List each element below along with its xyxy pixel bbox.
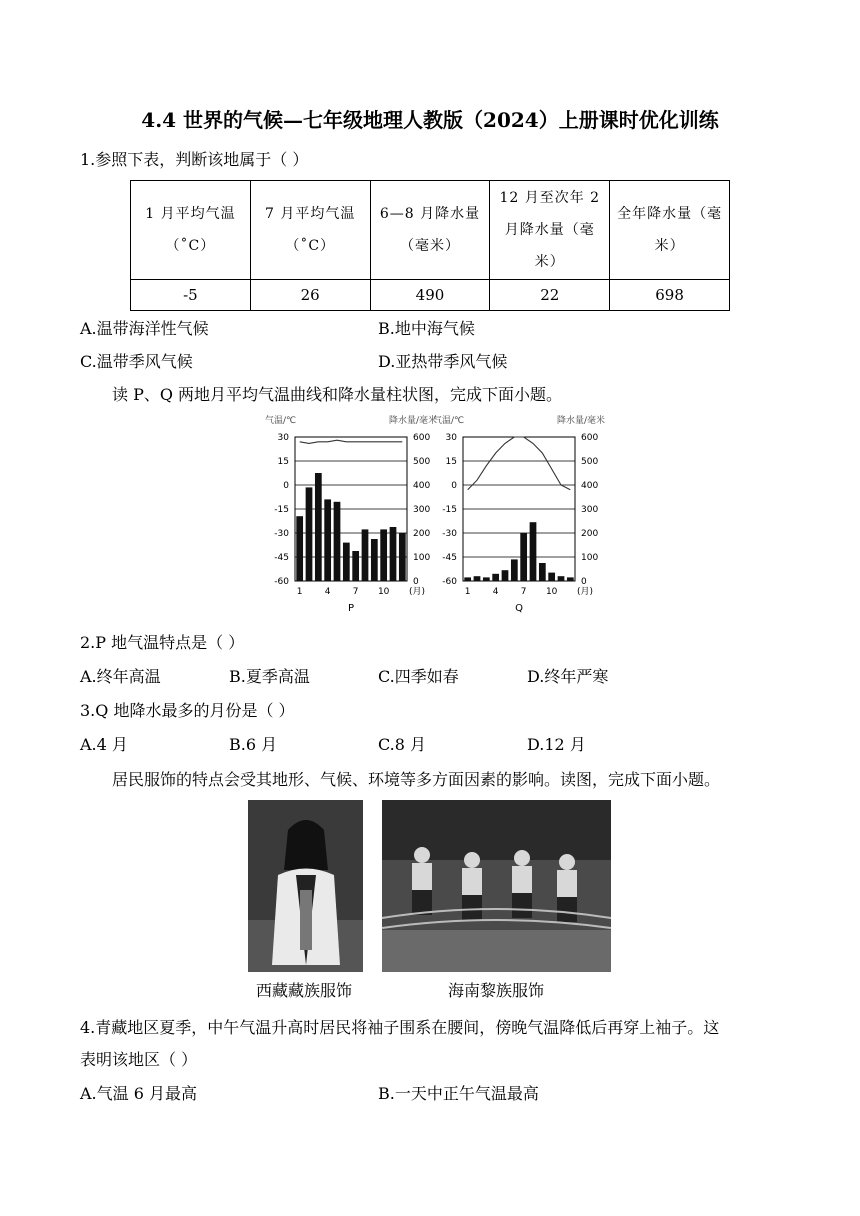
temp-tick-label: -30 xyxy=(274,529,289,539)
precip-bar xyxy=(567,577,574,581)
precip-bar xyxy=(399,533,406,581)
precip-tick-label: 300 xyxy=(413,505,431,515)
page-title: 4.4 世界的气候—七年级地理人教版（2024）上册课时优化训练 xyxy=(141,108,719,132)
precip-bar xyxy=(539,563,546,581)
table-header-cell: 12 月至次年 2 月降水量（毫米） xyxy=(490,181,610,280)
x-tick-label: 7 xyxy=(352,587,359,597)
precip-bar xyxy=(390,527,397,581)
precip-bar xyxy=(296,516,303,581)
intro-4: 居民服饰的特点会受其地形、气候、环境等多方面因素的影响。读图，完成下面小题。 xyxy=(112,770,721,789)
precip-tick-label: 500 xyxy=(581,457,599,467)
q3-option-d: D.12 月 xyxy=(527,735,586,754)
temp-tick-label: -60 xyxy=(442,577,457,587)
precip-tick-label: 400 xyxy=(581,481,599,491)
precip-bar xyxy=(558,576,565,581)
q1-option-a: A.温带海洋性气候 xyxy=(80,319,209,338)
temp-tick-label: 30 xyxy=(277,433,289,443)
precip-bar xyxy=(492,574,499,581)
precip-tick-label: 0 xyxy=(581,577,587,587)
q1-option-c: C.温带季风气候 xyxy=(80,352,193,371)
precip-tick-label: 0 xyxy=(413,577,419,587)
li-costume-photo xyxy=(382,800,611,972)
precip-bar xyxy=(334,502,341,581)
temp-tick-label: 15 xyxy=(277,457,289,467)
table-value-cell: 490 xyxy=(370,280,490,311)
photo-caption-right: 海南黎族服饰 xyxy=(448,981,545,1000)
table-value-cell: -5 xyxy=(131,280,251,311)
temp-tick-label: 15 xyxy=(445,457,457,467)
temperature-line xyxy=(468,437,571,490)
precip-bar xyxy=(464,577,471,581)
chart-title: Q xyxy=(515,603,523,614)
q3-option-c: C.8 月 xyxy=(378,735,427,754)
chart-title: P xyxy=(347,603,355,614)
table-value-cell: 698 xyxy=(610,280,730,311)
temp-tick-label: -45 xyxy=(274,553,289,563)
tibetan-costume-photo xyxy=(248,800,363,972)
x-tick-label: 1 xyxy=(464,587,471,597)
precip-bar xyxy=(548,573,555,581)
q3-option-a: A.4 月 xyxy=(80,735,128,754)
y-axis-title: 气温/℃ xyxy=(433,416,465,426)
q1-option-d: D.亚热带季风气候 xyxy=(378,352,508,371)
x-axis-unit: (月) xyxy=(409,587,426,597)
precip-bar xyxy=(530,522,537,581)
temp-tick-label: 30 xyxy=(445,433,457,443)
q1-option-b: B.地中海气候 xyxy=(378,319,475,338)
y-axis-title: 气温/℃ xyxy=(265,416,297,426)
temperature-line xyxy=(300,440,403,443)
precip-bar xyxy=(324,499,331,581)
precip-tick-label: 600 xyxy=(413,433,431,443)
precip-tick-label: 500 xyxy=(413,457,431,467)
temp-tick-label: -60 xyxy=(274,577,289,587)
precip-bar xyxy=(371,539,378,581)
precip-tick-label: 600 xyxy=(581,433,599,443)
q4-option-b: B.一天中正午气温最高 xyxy=(378,1084,539,1103)
climate-table xyxy=(130,180,730,311)
climate-charts xyxy=(250,408,605,618)
precip-bar xyxy=(362,529,369,581)
table-header-cell: 全年降水量（毫米） xyxy=(610,181,730,280)
precip-tick-label: 100 xyxy=(581,553,599,563)
precip-bar xyxy=(502,570,509,581)
q2-option-b: B.夏季高温 xyxy=(229,667,310,686)
x-axis-unit: (月) xyxy=(577,587,594,597)
y2-axis-title: 降水量/毫米 xyxy=(556,416,605,426)
precip-bar xyxy=(352,551,359,581)
q2-option-a: A.终年高温 xyxy=(80,667,161,686)
temp-tick-label: -45 xyxy=(442,553,457,563)
table-value-cell: 22 xyxy=(490,280,610,311)
x-tick-label: 10 xyxy=(545,587,558,597)
precip-tick-label: 300 xyxy=(581,505,599,515)
x-tick-label: 1 xyxy=(296,587,303,597)
x-tick-label: 4 xyxy=(492,587,499,597)
temp-tick-label: -15 xyxy=(274,505,289,515)
x-tick-label: 7 xyxy=(520,587,527,597)
intro-2: 读 P、Q 两地月平均气温曲线和降水量柱状图，完成下面小题。 xyxy=(112,385,563,404)
y2-axis-title: 降水量/毫米 xyxy=(388,416,437,426)
temp-tick-label: 0 xyxy=(283,481,289,491)
precip-bar xyxy=(380,529,387,581)
precip-tick-label: 200 xyxy=(581,529,599,539)
temp-tick-label: -30 xyxy=(442,529,457,539)
table-value-cell: 26 xyxy=(250,280,370,311)
temp-tick-label: -15 xyxy=(442,505,457,515)
photo-caption-left: 西藏藏族服饰 xyxy=(256,981,353,1000)
precip-tick-label: 100 xyxy=(413,553,431,563)
table-header-cell: 6—8 月降水量（毫米） xyxy=(370,181,490,280)
precip-bar xyxy=(315,473,322,581)
precip-tick-label: 200 xyxy=(413,529,431,539)
q2-option-c: C.四季如春 xyxy=(378,667,459,686)
precip-bar xyxy=(306,487,313,581)
temp-tick-label: 0 xyxy=(451,481,457,491)
q3-stem: 3.Q 地降水最多的月份是（ ） xyxy=(80,701,295,720)
q4-stem-line2: 表明该地区（ ） xyxy=(80,1050,198,1069)
x-tick-label: 10 xyxy=(377,587,390,597)
table-header-cell: 1 月平均气温（˚C） xyxy=(131,181,251,280)
q2-option-d: D.终年严寒 xyxy=(527,667,609,686)
x-tick-label: 4 xyxy=(324,587,331,597)
precip-bar xyxy=(520,533,527,581)
q4-stem-line1: 4.青藏地区夏季，中午气温升高时居民将袖子围系在腰间，傍晚气温降低后再穿上袖子。这 xyxy=(80,1018,720,1037)
q4-option-a: A.气温 6 月最高 xyxy=(80,1084,197,1103)
precip-bar xyxy=(483,577,490,581)
q2-stem: 2.P 地气温特点是（ ） xyxy=(80,633,245,652)
q1-stem: 1.参照下表，判断该地属于（ ） xyxy=(80,150,309,169)
precip-tick-label: 400 xyxy=(413,481,431,491)
precip-bar xyxy=(511,559,518,581)
q3-option-b: B.6 月 xyxy=(229,735,278,754)
precip-bar xyxy=(474,576,481,581)
table-header-cell: 7 月平均气温（˚C） xyxy=(250,181,370,280)
precip-bar xyxy=(343,543,350,581)
